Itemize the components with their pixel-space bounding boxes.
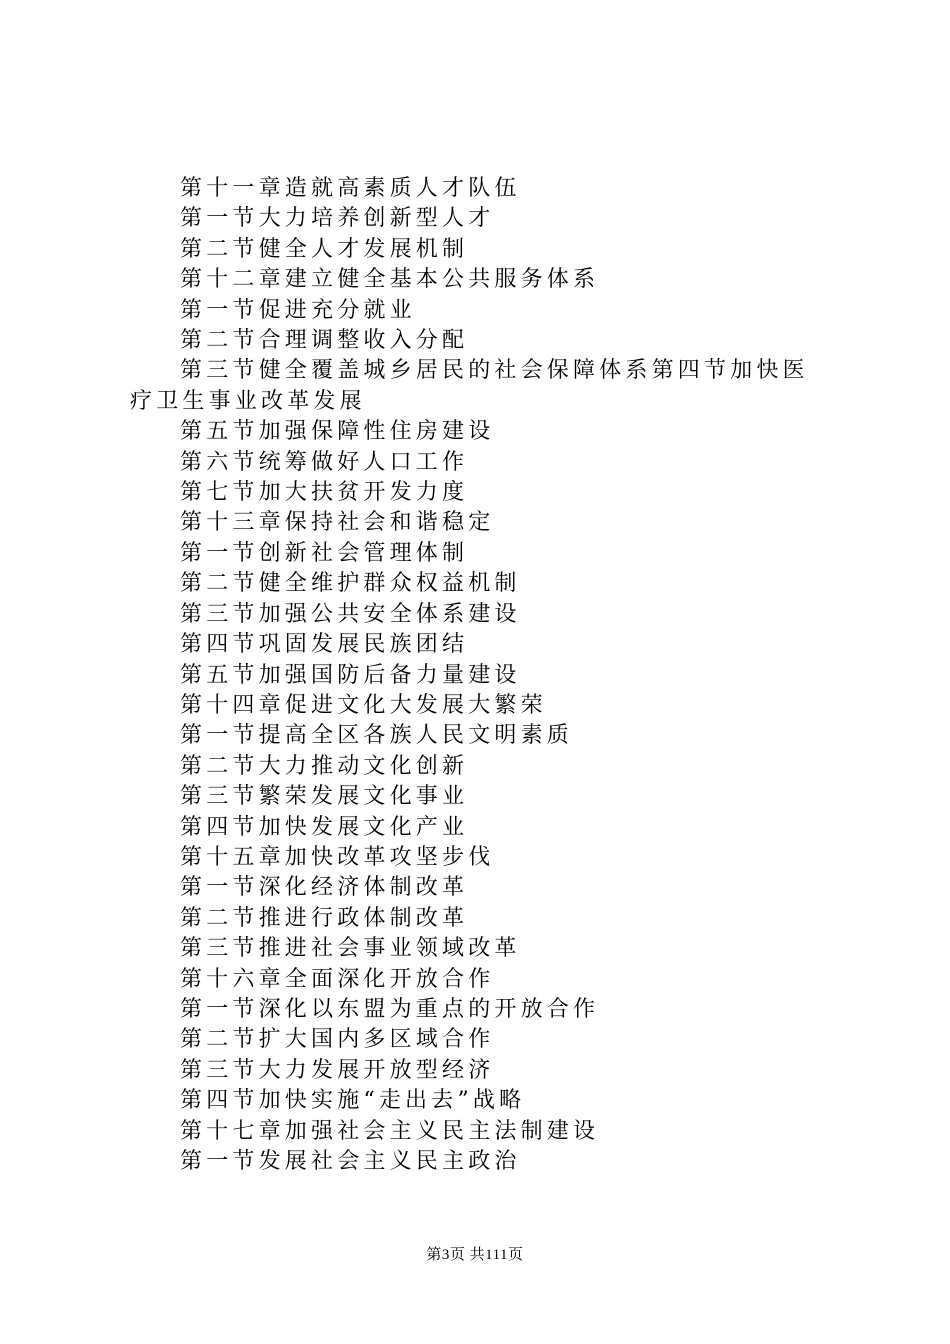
toc-line: 第五节加强国防后备力量建设 xyxy=(180,662,521,688)
toc-line: 第二节合理调整收入分配 xyxy=(180,328,469,354)
toc-line: 第一节深化经济体制改革 xyxy=(180,875,469,901)
toc-line: 第一节发展社会主义民主政治 xyxy=(180,1149,521,1174)
toc-line: 第二节健全维护群众权益机制 xyxy=(180,571,521,597)
toc-line: 第三节健全覆盖城乡居民的社会保障体系第四节加快医疗卫生事业改革发展 xyxy=(130,358,809,414)
toc-line: 第六节统筹做好人口工作 xyxy=(180,449,469,475)
toc-line: 第四节加快实施“走出去”战略 xyxy=(180,1088,526,1114)
toc-line: 第一节创新社会管理体制 xyxy=(180,540,469,566)
toc-line: 第十七章加强社会主义民主法制建设 xyxy=(180,1118,600,1144)
toc-line: 第四节加快发展文化产业 xyxy=(180,814,469,840)
toc-line: 第五节加强保障性住房建设 xyxy=(180,419,495,445)
toc-line: 第二节健全人才发展机制 xyxy=(180,236,469,262)
toc-line: 第一节提高全区各族人民文明素质 xyxy=(180,723,574,749)
toc-line: 第七节加大扶贫开发力度 xyxy=(180,480,469,506)
table-of-contents xyxy=(130,174,830,1177)
toc-line: 第二节扩大国内多区域合作 xyxy=(180,1027,495,1053)
toc-line: 第十三章保持社会和谐稳定 xyxy=(180,510,495,536)
toc-line: 第十五章加快改革攻坚步伐 xyxy=(180,844,495,870)
toc-line: 第四节巩固发展民族团结 xyxy=(180,632,469,658)
page-number-footer: 第3页 共111页 xyxy=(426,1247,524,1263)
toc-line: 第二节大力推动文化创新 xyxy=(180,753,469,779)
toc-line: 第一节促进充分就业 xyxy=(180,297,416,323)
toc-line: 第三节加强公共安全体系建设 xyxy=(180,601,521,627)
toc-line: 第三节大力发展开放型经济 xyxy=(180,1057,495,1083)
toc-line: 第十六章全面深化开放合作 xyxy=(180,966,495,992)
toc-line: 第十二章建立健全基本公共服务体系 xyxy=(180,267,600,293)
toc-line: 第十一章造就高素质人才队伍 xyxy=(180,176,521,201)
toc-line: 第一节大力培养创新型人才 xyxy=(180,206,495,232)
toc-line: 第一节深化以东盟为重点的开放合作 xyxy=(180,996,600,1022)
toc-line: 第三节推进社会事业领域改革 xyxy=(180,936,521,962)
toc-line: 第三节繁荣发展文化事业 xyxy=(180,784,469,810)
toc-line: 第十四章促进文化大发展大繁荣 xyxy=(180,692,547,718)
toc-line: 第二节推进行政体制改革 xyxy=(180,905,469,931)
